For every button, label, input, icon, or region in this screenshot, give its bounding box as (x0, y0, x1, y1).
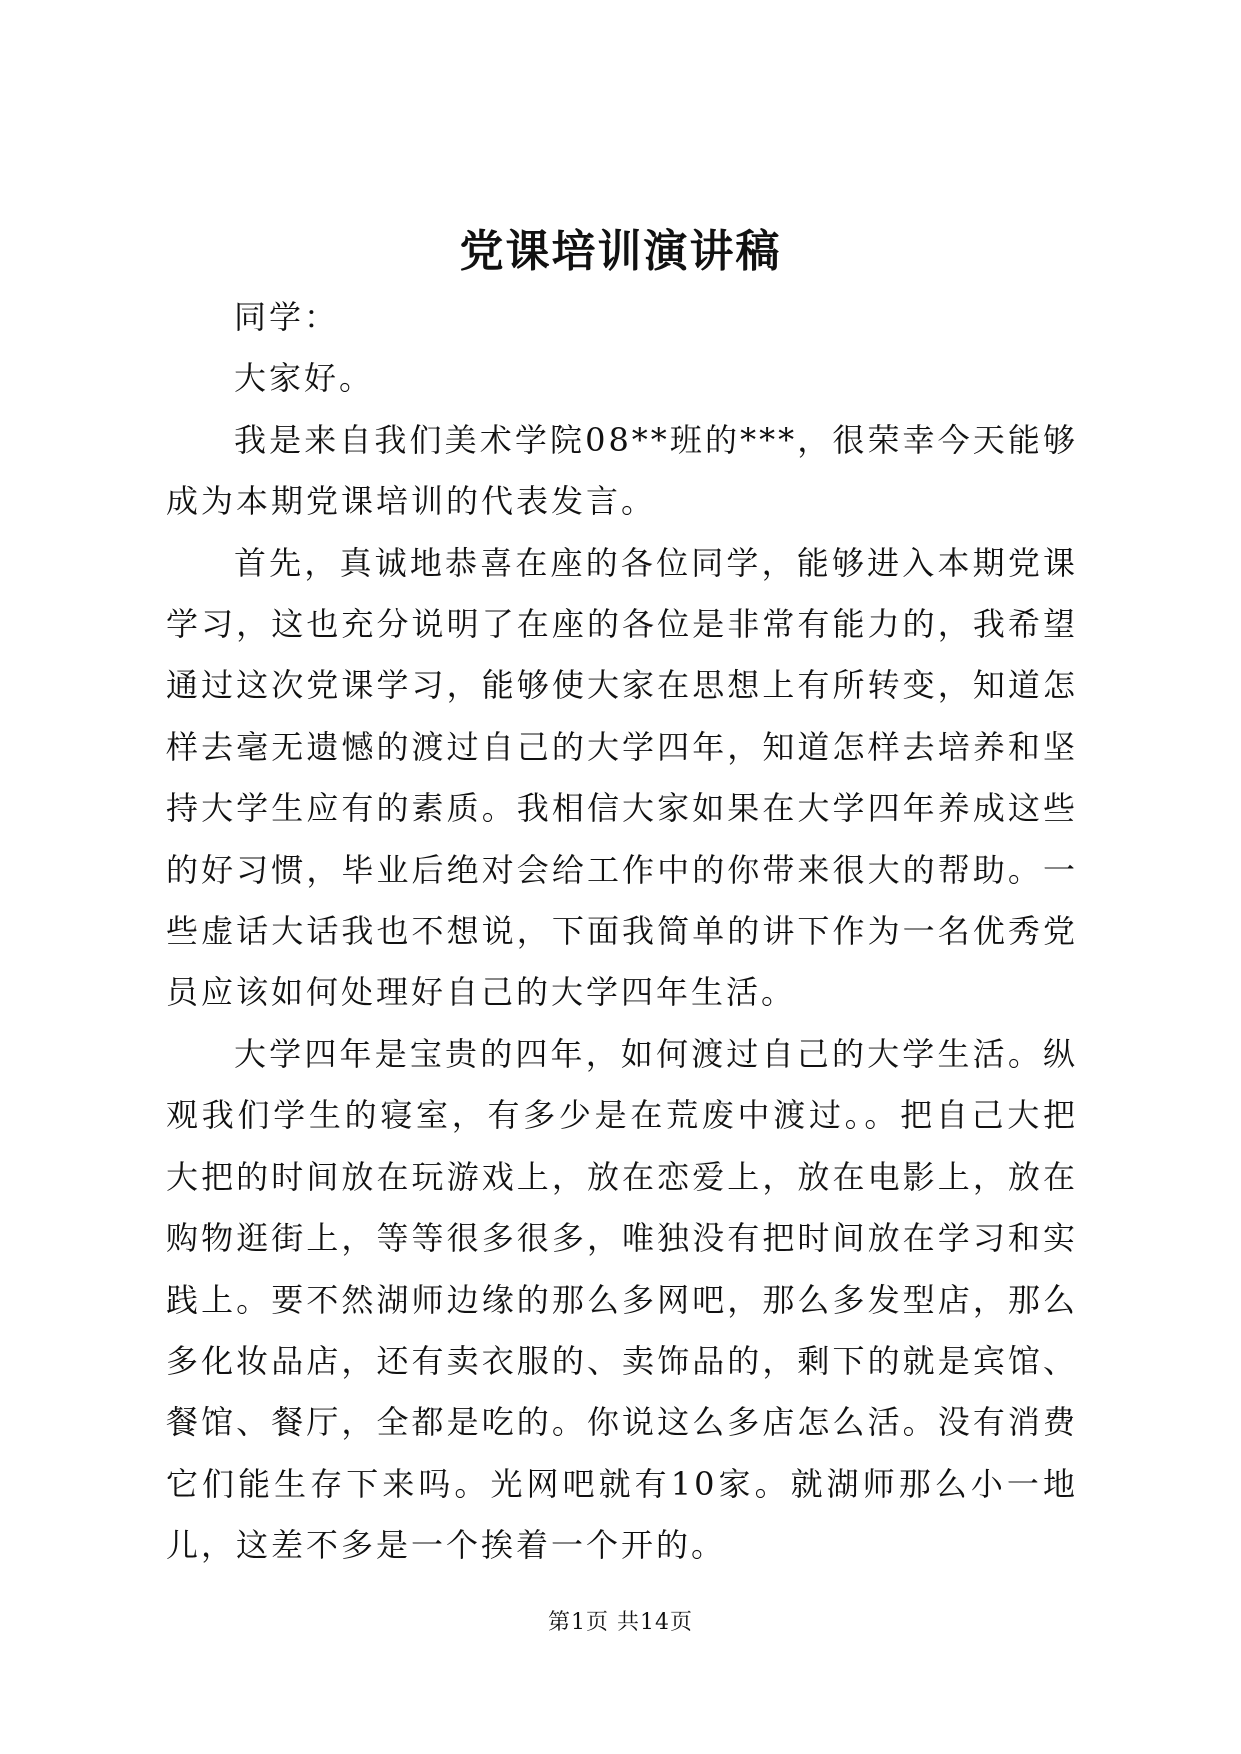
paragraph-introduction: 我是来自我们美术学院08**班的***，很荣幸今天能够成为本期党课培训的代表发言。 (166, 420, 1078, 521)
paragraph-salutation: 同学： (234, 298, 340, 336)
document-body (166, 287, 1078, 1577)
paragraph-congratulation: 首先，真诚地恭喜在座的各位同学，能够进入本期党课学习，这也充分说明了在座的各位是非常有能力的，我希望通过这次党课学习，能够使大家在思想上有所转变，知道怎样去毫无遗憾的渡过自己的大学四年，知道怎样去培养和坚持大学生应有的素质。我相信大家如果在大学四年养成这些的好习惯，毕业后绝对会给工作中的你带来很大的帮助。一些虚话大话我也不想说，下面我简单的讲下作为一名优秀党员应该如何处理好自己的大学四年生活。 (166, 543, 1078, 1012)
paragraph-greeting: 大家好。 (234, 359, 375, 398)
document-title: 党课培训演讲稿 (459, 226, 782, 277)
page-footer: 第1页 共14页 (548, 1610, 693, 1635)
paragraph-university-life: 大学四年是宝贵的四年，如何渡过自己的大学生活。纵观我们学生的寝室，有多少是在荒废中渡过。。把自己大把大把的时间放在玩游戏上，放在恋爱上，放在电影上，放在购物逛街上，等等很多很多，唯独没有把时间放在学习和实践上。要不然湖师边缘的那么多网吧，那么多发型店，那么多化妆品店，还有卖衣服的、卖饰品的，剩下的就是宾馆、餐馆、餐厅，全都是吃的。你说这么多店怎么活。没有消费它们能生存下来吗。光网吧就有10家。就湖师那么小一地儿，这差不多是一个挨着一个开的。 (166, 1034, 1078, 1565)
